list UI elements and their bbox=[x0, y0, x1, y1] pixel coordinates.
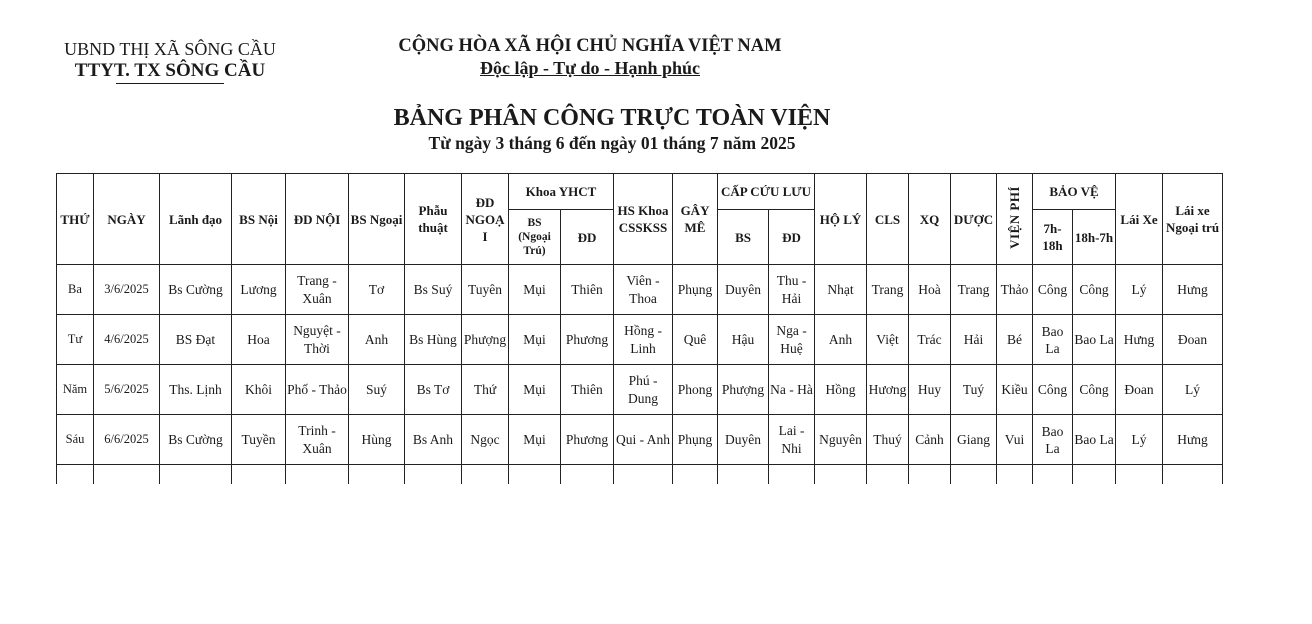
cell-gay-me: Phong bbox=[673, 365, 718, 415]
cell-yhct-dd: Thiên bbox=[561, 365, 614, 415]
cell-cc-bs: Phượng bbox=[718, 365, 769, 415]
cell-empty bbox=[1163, 465, 1223, 485]
header-lanh-dao: Lãnh đạo bbox=[160, 174, 232, 265]
cell-lanh-dao: Ths. Lịnh bbox=[160, 365, 232, 415]
cell-empty bbox=[1033, 465, 1073, 485]
cell-lai-xe-ngoai-tru: Hưng bbox=[1163, 265, 1223, 315]
cell-cc-bs: Duyên bbox=[718, 265, 769, 315]
cell-cc-dd: Lai - Nhi bbox=[769, 415, 815, 465]
cell-bs-noi: Khôi bbox=[232, 365, 286, 415]
cell-yhct-bs: Mụi bbox=[509, 265, 561, 315]
cell-lanh-dao: Bs Cường bbox=[160, 265, 232, 315]
cell-ngay: 3/6/2025 bbox=[94, 265, 160, 315]
cell-bv-night: Công bbox=[1073, 365, 1116, 415]
header-row-top bbox=[57, 174, 1223, 210]
cell-lai-xe: Hưng bbox=[1116, 315, 1163, 365]
cell-bv-day: Công bbox=[1033, 365, 1073, 415]
roster-table bbox=[56, 173, 1223, 484]
cell-hs-khoa: Hồng - Linh bbox=[614, 315, 673, 365]
cell-dd-noi: Nguyệt - Thời bbox=[286, 315, 349, 365]
cell-ngay: 5/6/2025 bbox=[94, 365, 160, 415]
header-cc-bs: BS bbox=[718, 210, 769, 265]
cell-vien-phi: Kiều bbox=[997, 365, 1033, 415]
cell-dd-ngoai: Phượng bbox=[462, 315, 509, 365]
cell-xq: Huy bbox=[909, 365, 951, 415]
cell-bs-ngoai: Hùng bbox=[349, 415, 405, 465]
cell-empty bbox=[160, 465, 232, 485]
cell-cc-bs: Hậu bbox=[718, 315, 769, 365]
cell-empty bbox=[232, 465, 286, 485]
cell-duoc: Tuý bbox=[951, 365, 997, 415]
cell-thu: Sáu bbox=[57, 415, 94, 465]
cell-gay-me: Phụng bbox=[673, 415, 718, 465]
cell-bs-noi: Lương bbox=[232, 265, 286, 315]
roster-body bbox=[57, 265, 1223, 485]
cell-duoc: Hải bbox=[951, 315, 997, 365]
cell-dd-ngoai: Ngọc bbox=[462, 415, 509, 465]
cell-bs-ngoai: Tơ bbox=[349, 265, 405, 315]
header-xq: XQ bbox=[909, 174, 951, 265]
table-row bbox=[57, 415, 1223, 465]
table-row-partial bbox=[57, 465, 1223, 485]
cell-yhct-bs: Mụi bbox=[509, 365, 561, 415]
cell-yhct-dd: Phương bbox=[561, 415, 614, 465]
cell-bv-night: Công bbox=[1073, 265, 1116, 315]
cell-vien-phi: Vui bbox=[997, 415, 1033, 465]
cell-empty bbox=[909, 465, 951, 485]
cell-lanh-dao: BS Đạt bbox=[160, 315, 232, 365]
agency-name: UBND THỊ XÃ SÔNG CẦU bbox=[64, 39, 276, 59]
cell-empty bbox=[769, 465, 815, 485]
cell-ho-ly: Nguyên bbox=[815, 415, 867, 465]
header-bs-noi: BS Nội bbox=[232, 174, 286, 265]
cell-bv-day: Công bbox=[1033, 265, 1073, 315]
cell-bv-day: Bao La bbox=[1033, 415, 1073, 465]
header-phau-thuat: Phẫu thuật bbox=[405, 174, 462, 265]
header-hs-khoa: HS Khoa CSSKSS bbox=[614, 174, 673, 265]
cell-xq: Cảnh bbox=[909, 415, 951, 465]
header-cap-cuu: CẤP CỨU LƯU bbox=[718, 174, 815, 210]
table-row bbox=[57, 315, 1223, 365]
cell-vien-phi: Bé bbox=[997, 315, 1033, 365]
header-ngay: NGÀY bbox=[94, 174, 160, 265]
cell-xq: Trác bbox=[909, 315, 951, 365]
cell-dd-noi: Phố - Thảo bbox=[286, 365, 349, 415]
header-cc-dd: ĐD bbox=[769, 210, 815, 265]
header-duoc: DƯỢC bbox=[951, 174, 997, 265]
header-cls: CLS bbox=[867, 174, 909, 265]
cell-bv-night: Bao La bbox=[1073, 315, 1116, 365]
cell-cc-dd: Thu - Hải bbox=[769, 265, 815, 315]
cell-cls: Thuý bbox=[867, 415, 909, 465]
header-ho-ly: HỘ LÝ bbox=[815, 174, 867, 265]
header-vien-phi bbox=[997, 174, 1033, 265]
document-subtitle: Từ ngày 3 tháng 6 đến ngày 01 tháng 7 năm 2025 bbox=[428, 133, 796, 153]
cell-cc-dd: Na - Hà bbox=[769, 365, 815, 415]
cell-cls: Việt bbox=[867, 315, 909, 365]
header-vien-phi-label: VIỆN PHÍ bbox=[1007, 185, 1023, 249]
cell-bs-ngoai: Suý bbox=[349, 365, 405, 415]
cell-empty bbox=[561, 465, 614, 485]
cell-empty bbox=[867, 465, 909, 485]
cell-lai-xe: Lý bbox=[1116, 265, 1163, 315]
cell-xq: Hoà bbox=[909, 265, 951, 315]
national-title: CỘNG HÒA XÃ HỘI CHỦ NGHĨA VIỆT NAM bbox=[398, 36, 782, 56]
cell-yhct-bs: Mụi bbox=[509, 415, 561, 465]
cell-bs-noi: Tuyền bbox=[232, 415, 286, 465]
cell-thu: Tư bbox=[57, 315, 94, 365]
cell-phau-thuat: Bs Tơ bbox=[405, 365, 462, 415]
cell-duoc: Trang bbox=[951, 265, 997, 315]
cell-empty bbox=[815, 465, 867, 485]
cell-duoc: Giang bbox=[951, 415, 997, 465]
header-bv-night: 18h-7h bbox=[1073, 210, 1116, 265]
cell-lai-xe-ngoai-tru: Hưng bbox=[1163, 415, 1223, 465]
cell-gay-me: Phụng bbox=[673, 265, 718, 315]
cell-empty bbox=[509, 465, 561, 485]
cell-empty bbox=[1073, 465, 1116, 485]
cell-bv-day: Bao La bbox=[1033, 315, 1073, 365]
cell-dd-ngoai: Thứ bbox=[462, 365, 509, 415]
cell-phau-thuat: Bs Hùng bbox=[405, 315, 462, 365]
cell-lai-xe: Lý bbox=[1116, 415, 1163, 465]
cell-yhct-dd: Phương bbox=[561, 315, 614, 365]
cell-lai-xe-ngoai-tru: Lý bbox=[1163, 365, 1223, 415]
cell-dd-noi: Trinh - Xuân bbox=[286, 415, 349, 465]
center-name: TTYT. TX SÔNG CẦU bbox=[74, 60, 266, 81]
cell-vien-phi: Thảo bbox=[997, 265, 1033, 315]
cell-thu: Năm bbox=[57, 365, 94, 415]
cell-ho-ly: Anh bbox=[815, 315, 867, 365]
header-bao-ve: BẢO VỆ bbox=[1033, 174, 1116, 210]
header-khoa-yhct: Khoa YHCT bbox=[509, 174, 614, 210]
cell-cc-bs: Duyên bbox=[718, 415, 769, 465]
cell-lanh-dao: Bs Cường bbox=[160, 415, 232, 465]
cell-empty bbox=[286, 465, 349, 485]
cell-empty bbox=[673, 465, 718, 485]
header-yhct-bs: BS (Ngoại Trú) bbox=[509, 210, 561, 265]
cell-phau-thuat: Bs Suý bbox=[405, 265, 462, 315]
header-bv-day: 7h-18h bbox=[1033, 210, 1073, 265]
agency-header bbox=[40, 38, 300, 84]
header-dd-noi: ĐD NỘI bbox=[286, 174, 349, 265]
table-row bbox=[57, 265, 1223, 315]
cell-empty bbox=[349, 465, 405, 485]
header-gay-me: GÂY MÊ bbox=[673, 174, 718, 265]
cell-phau-thuat: Bs Anh bbox=[405, 415, 462, 465]
table-row bbox=[57, 365, 1223, 415]
cell-ngay: 6/6/2025 bbox=[94, 415, 160, 465]
header-lai-xe: Lái Xe bbox=[1116, 174, 1163, 265]
cell-lai-xe-ngoai-tru: Đoan bbox=[1163, 315, 1223, 365]
cell-hs-khoa: Viên - Thoa bbox=[614, 265, 673, 315]
header-thu: THỨ bbox=[57, 174, 94, 265]
cell-gay-me: Quê bbox=[673, 315, 718, 365]
cell-bs-noi: Hoa bbox=[232, 315, 286, 365]
header-dd-ngoai: ĐD NGOẠ I bbox=[462, 174, 509, 265]
cell-cls: Trang bbox=[867, 265, 909, 315]
header-lai-xe-ngoai-tru: Lái xe Ngoại trú bbox=[1163, 174, 1223, 265]
cell-cls: Hương bbox=[867, 365, 909, 415]
cell-yhct-dd: Thiên bbox=[561, 265, 614, 315]
cell-bs-ngoai: Anh bbox=[349, 315, 405, 365]
roster-table-container bbox=[56, 173, 1226, 484]
cell-empty bbox=[1116, 465, 1163, 485]
cell-empty bbox=[405, 465, 462, 485]
cell-empty bbox=[57, 465, 94, 485]
header-divider bbox=[116, 83, 224, 84]
cell-yhct-bs: Mụi bbox=[509, 315, 561, 365]
cell-hs-khoa: Phú - Dung bbox=[614, 365, 673, 415]
cell-empty bbox=[951, 465, 997, 485]
cell-empty bbox=[462, 465, 509, 485]
cell-empty bbox=[997, 465, 1033, 485]
cell-hs-khoa: Qui - Anh bbox=[614, 415, 673, 465]
cell-lai-xe: Đoan bbox=[1116, 365, 1163, 415]
national-header bbox=[380, 35, 800, 79]
document-title: BẢNG PHÂN CÔNG TRỰC TOÀN VIỆN bbox=[393, 105, 831, 131]
header-yhct-dd: ĐD bbox=[561, 210, 614, 265]
cell-empty bbox=[614, 465, 673, 485]
cell-ho-ly: Nhạt bbox=[815, 265, 867, 315]
header-bs-ngoai: BS Ngoại bbox=[349, 174, 405, 265]
cell-empty bbox=[94, 465, 160, 485]
cell-ngay: 4/6/2025 bbox=[94, 315, 160, 365]
cell-thu: Ba bbox=[57, 265, 94, 315]
cell-dd-noi: Trang - Xuân bbox=[286, 265, 349, 315]
cell-bv-night: Bao La bbox=[1073, 415, 1116, 465]
cell-empty bbox=[718, 465, 769, 485]
cell-cc-dd: Nga - Huệ bbox=[769, 315, 815, 365]
national-motto: Độc lập - Tự do - Hạnh phúc bbox=[479, 58, 701, 78]
cell-dd-ngoai: Tuyên bbox=[462, 265, 509, 315]
cell-ho-ly: Hồng bbox=[815, 365, 867, 415]
